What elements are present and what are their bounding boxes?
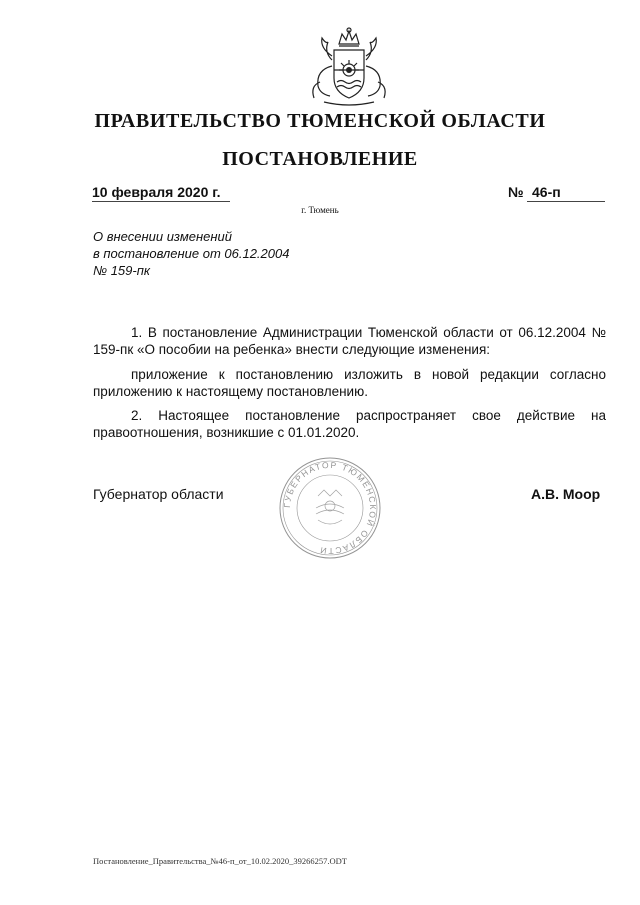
stamp-text: ГУБЕРНАТОР ТЮМЕНСКОЙ ОБЛАСТИ — [281, 459, 379, 557]
document-number: 46-п — [532, 184, 561, 200]
subject-line: в постановление от 06.12.2004 — [93, 246, 290, 261]
official-seal-stamp — [278, 456, 382, 560]
document-type-title: ПОСТАНОВЛЕНИЕ — [222, 148, 418, 170]
document-date: 10 февраля 2020 г. — [92, 184, 221, 200]
government-title: ПРАВИТЕЛЬСТВО ТЮМЕНСКОЙ ОБЛАСТИ — [94, 110, 546, 132]
body-paragraph: приложение к постановлению изложить в новой редакции согласно приложению к настоящему постановлению. — [93, 367, 606, 399]
file-footer: Постановление_Правительства_№46-п_от_10.02.2020_39266257.ODT — [93, 856, 347, 866]
subject-line: О внесении изменений — [93, 229, 232, 244]
signer-name: А.В. Моор — [531, 486, 601, 502]
number-field — [527, 184, 605, 202]
document-subject — [93, 228, 353, 279]
city-label: г. Тюмень — [301, 205, 339, 215]
body-paragraph: 1. В постановление Администрации Тюменской области от 06.12.2004 № 159-пк «О пособии на ребенка» внести следующие изменения: — [93, 325, 606, 357]
svg-text:ГУБЕРНАТОР ТЮМЕНСКОЙ ОБЛАСТИ — [282, 460, 378, 556]
signer-position: Губернатор области — [93, 486, 224, 502]
subject-line: № 159-пк — [93, 263, 151, 278]
coat-of-arms-icon — [306, 26, 392, 110]
number-label: № — [508, 184, 524, 200]
date-field — [92, 184, 230, 202]
body-paragraph: 2. Настоящее постановление распространяет свое действие на правоотношения, возникшие с 01.01.2020. — [93, 408, 606, 440]
